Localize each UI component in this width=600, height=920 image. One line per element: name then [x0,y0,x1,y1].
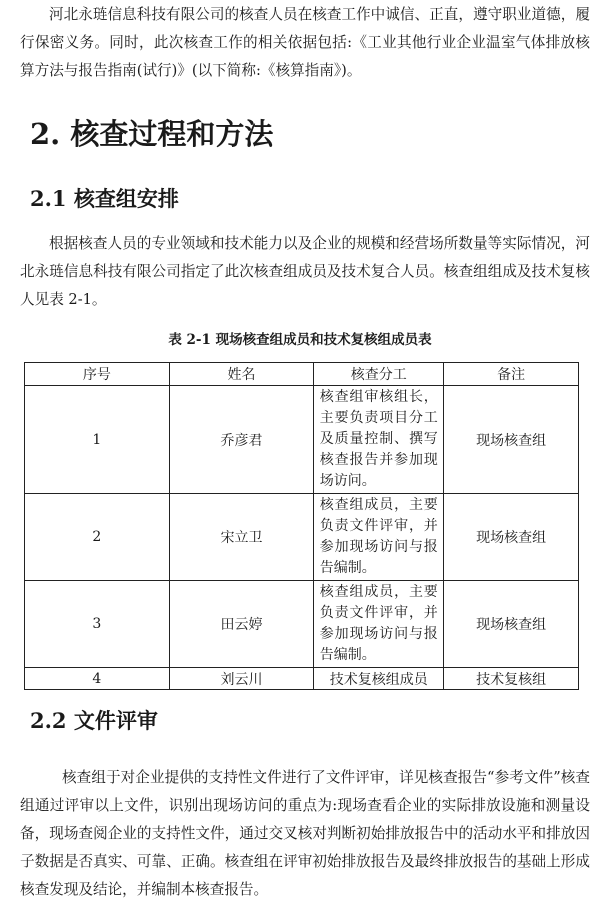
duty-text: 核查组成员，主要负责文件评审，并参加现场访问与报告编制。 [319,584,438,663]
cell-note: 技术复核组 [444,668,579,690]
cell-no: 4 [25,668,170,690]
header-no: 序号 [25,363,170,386]
section-2-2-heading: 2.2 文件评审 [30,708,158,733]
cell-note: 现场核查组 [444,581,579,668]
section-2-2-paragraph: 核查组于对企业提供的支持性文件进行了文件评审，详见核查报告“参考文件”核查组通过评审以上文件，识别出现场访问的重点为:现场查看企业的实际排放设施和测量设备，现场查阅企业的支持性文件，通过交叉核对判断初始排放报告中的活动水平和排放因子数据是否真实、可靠、正确。核查组在评审初始排放报告及最终排放报告的基础上形成核查发现及结论，并编制本核查报告。 [20,769,590,898]
cell-no: 2 [25,494,170,581]
table-row [25,386,579,494]
table-header-row [25,363,579,386]
table-row [25,494,579,581]
cell-duty [314,386,444,494]
cell-duty [314,581,444,668]
section-2-1-paragraph: 根据核查人员的专业领域和技术能力以及企业的规模和经营场所数量等实际情况，河北永琏信息科技有限公司指定了此次核查组成员及技术复合人员。核查组组成及技术复核人见表 2-1。 [20,235,590,308]
duty-text: 核查组成员，主要负责文件评审，并参加现场访问与报告编制。 [319,497,438,576]
table-caption: 表 2-1 现场核查组成员和技术复核组成员表 [168,332,432,348]
cell-name: 刘云川 [169,668,314,690]
cell-note: 现场核查组 [444,494,579,581]
section-2-heading: 2. 核查过程和方法 [30,117,274,151]
header-duty: 核查分工 [314,363,444,386]
cell-name: 田云婷 [169,581,314,668]
section-2-1-heading: 2.1 核查组安排 [30,186,179,211]
table-row [25,581,579,668]
cell-name: 乔彦君 [169,386,314,494]
table-row [25,668,579,690]
intro-paragraph: 河北永琏信息科技有限公司的核查人员在核查工作中诚信、正直，遵守职业道德，履行保密义务。同时，此次核查工作的相关依据包括:《工业其他行业企业温室气体排放核算方法与报告指南(试行)》(以下简称:《核算指南》)。 [20,6,590,79]
header-note: 备注 [444,363,579,386]
cell-name: 宋立卫 [169,494,314,581]
team-table [24,362,579,690]
cell-no: 3 [25,581,170,668]
cell-duty [314,494,444,581]
cell-duty: 技术复核组成员 [314,668,444,690]
header-name: 姓名 [169,363,314,386]
duty-text: 核查组审核组长，主要负责项目分工及质量控制、撰写核查报告并参加现场访问。 [319,389,438,489]
cell-no: 1 [25,386,170,494]
cell-note: 现场核查组 [444,386,579,494]
